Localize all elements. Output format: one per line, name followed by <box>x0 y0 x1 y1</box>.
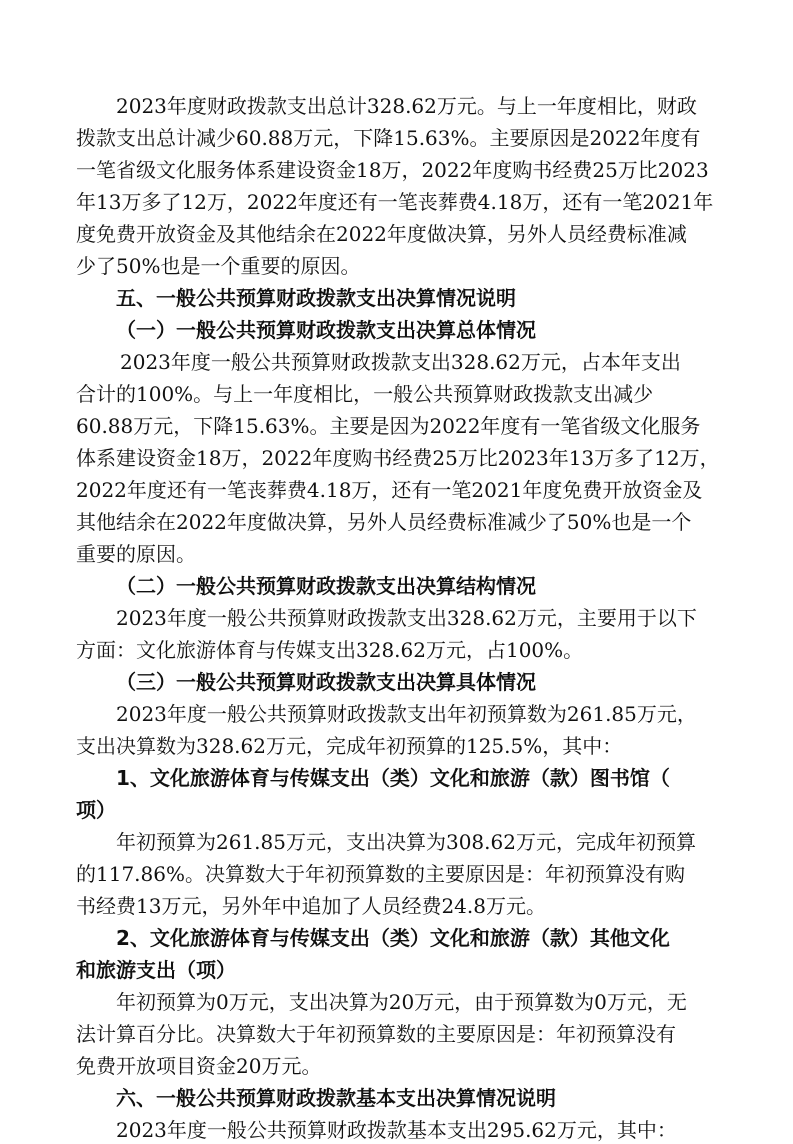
paragraph-line: 少了50%也是一个重要的原因。 <box>76 254 361 278</box>
section-heading: 五、一般公共预算财政拨款支出决算情况说明 <box>116 286 516 310</box>
paragraph-line: 免费开放项目资金20万元。 <box>76 1054 322 1078</box>
paragraph-line: 年初预算为0万元，支出决算为20万元，由于预算数为0万元，无 <box>116 990 687 1014</box>
paragraph-line: 2023年度一般公共预算财政拨款支出328.62万元，主要用于以下 <box>116 606 697 630</box>
paragraph-line: 重要的原因。 <box>76 542 196 566</box>
paragraph-line: 法计算百分比。决算数大于年初预算数的主要原因是：年初预算没有 <box>76 1022 676 1046</box>
paragraph-line: 一笔省级文化服务体系建设资金18万，2022年度购书经费25万比2023 <box>76 158 709 182</box>
subsection-heading: （二）一般公共预算财政拨款支出决算结构情况 <box>116 574 536 598</box>
item-heading: 1、文化旅游体育与传媒支出（类）文化和旅游（款）图书馆（ <box>116 766 670 790</box>
section-heading: 六、一般公共预算财政拨款基本支出决算情况说明 <box>116 1086 556 1110</box>
item-heading: 项） <box>76 798 116 822</box>
paragraph-line: 书经费13万元，另外年中追加了人员经费24.8万元。 <box>76 894 546 918</box>
paragraph-line: 2023年度一般公共预算财政拨款支出年初预算数为261.85万元， <box>116 702 697 726</box>
paragraph-line: 支出决算数为328.62万元，完成年初预算的125.5%，其中： <box>76 734 623 758</box>
paragraph-line: 2023年度一般公共预算财政拨款基本支出295.62万元，其中： <box>116 1118 677 1142</box>
paragraph-line: 2023年度一般公共预算财政拨款支出328.62万元，占本年支出 <box>120 350 681 374</box>
paragraph-line: 方面：文化旅游体育与传媒支出328.62万元，占100%。 <box>76 638 584 662</box>
paragraph-line: 度免费开放资金及其他结余在2022年度做决算，另外人员经费标准减 <box>76 222 687 246</box>
paragraph-line: 2022年度还有一笔丧葬费4.18万，还有一笔2021年度免费开放资金及 <box>76 478 703 502</box>
subsection-heading: （一）一般公共预算财政拨款支出决算总体情况 <box>116 318 536 342</box>
paragraph-line: 其他结余在2022年度做决算，另外人员经费标准减少了50%也是一个 <box>76 510 692 534</box>
paragraph-line: 体系建设资金18万，2022年度购书经费25万比2023年13万多了12万， <box>76 446 720 470</box>
paragraph-line: 2023年度财政拨款支出总计328.62万元。与上一年度相比，财政 <box>116 94 697 118</box>
paragraph-line: 年13万多了12万，2022年度还有一笔丧葬费4.18万，还有一笔2021年 <box>76 190 714 214</box>
paragraph-line: 的117.86%。决算数大于年初预算数的主要原因是：年初预算没有购 <box>76 862 685 886</box>
paragraph-line: 年初预算为261.85万元，支出决算为308.62万元，完成年初预算 <box>116 830 696 854</box>
paragraph-line: 60.88万元，下降15.63%。主要是因为2022年度有一笔省级文化服务 <box>76 414 701 438</box>
subsection-heading: （三）一般公共预算财政拨款支出决算具体情况 <box>116 670 536 694</box>
paragraph-line: 合计的100%。与上一年度相比，一般公共预算财政拨款支出减少 <box>76 382 654 406</box>
item-heading: 和旅游支出（项） <box>76 958 236 982</box>
item-heading: 2、文化旅游体育与传媒支出（类）文化和旅游（款）其他文化 <box>116 926 670 950</box>
paragraph-line: 拨款支出总计减少60.88万元，下降15.63%。主要原因是2022年度有 <box>76 126 701 150</box>
